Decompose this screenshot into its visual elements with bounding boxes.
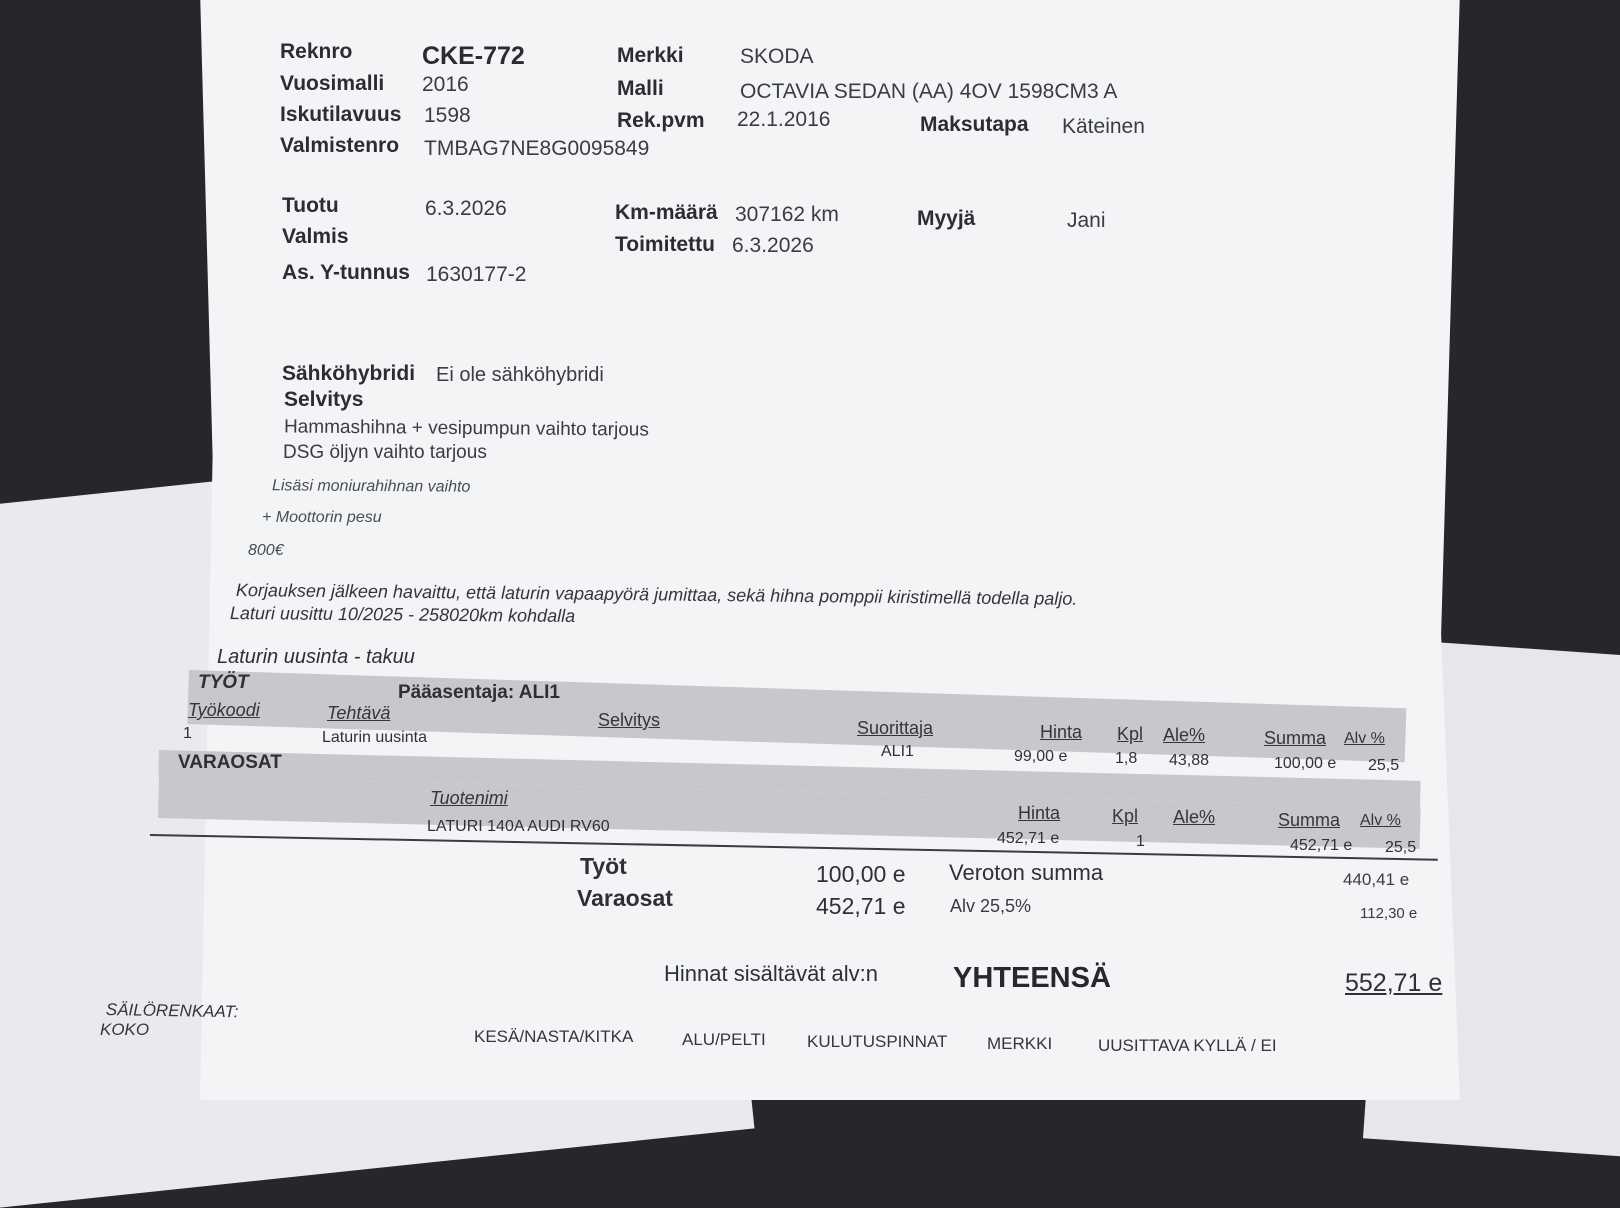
footer-brand: MERKKI (987, 1034, 1053, 1053)
totals-vat-label: Alv 25,5% (950, 896, 1032, 916)
works-mechanic: Pääasentaja: ALI1 (398, 682, 560, 703)
myyja-label: Myyjä (917, 207, 976, 230)
works-row-code: 1 (183, 725, 192, 742)
parts-row-sum: 452,71 e (1290, 837, 1353, 854)
invoice-paper (200, 0, 1460, 1100)
works-row-sum: 100,00 e (1274, 755, 1337, 772)
works-header-price: Hinta (1040, 722, 1083, 742)
totals-works-value: 100,00 e (816, 861, 906, 887)
myyja-value: Jani (1067, 209, 1106, 232)
parts-row-qty: 1 (1136, 833, 1145, 850)
parts-section-title: VARAOSAT (178, 752, 282, 773)
prices-incl-vat-label: Hinnat sisältävät alv:n (664, 961, 878, 986)
works-header-discount: Ale% (1163, 725, 1206, 745)
kmmaara-value: 307162 km (735, 203, 839, 226)
works-row-doer: ALI1 (881, 743, 914, 760)
valmistenro-label: Valmistenro (280, 134, 400, 157)
sahkohybridi-value: Ei ole sähköhybridi (436, 364, 604, 386)
works-row-price: 99,00 e (1014, 748, 1068, 765)
grand-total-value: 552,71 e (1345, 969, 1443, 997)
parts-row-name: LATURI 140A AUDI RV60 (427, 818, 610, 835)
footer-rim: ALU/PELTI (682, 1030, 766, 1049)
selvitys-line-2: DSG öljyn vaihto tarjous (283, 442, 487, 463)
toimitettu-value: 6.3.2026 (732, 234, 814, 257)
tuotu-label: Tuotu (282, 194, 339, 217)
selvitys-label: Selvitys (284, 388, 364, 411)
iskutilavuus-value: 1598 (424, 104, 471, 127)
parts-header-qty: Kpl (1112, 806, 1139, 826)
rekpvm-label: Rek.pvm (617, 109, 705, 132)
parts-header-name: Tuotenimi (430, 788, 508, 808)
works-header-explanation: Selvitys (598, 710, 661, 730)
totals-parts-label: Varaosat (577, 885, 673, 911)
works-row-discount: 43,88 (1169, 752, 1210, 769)
works-header-sum: Summa (1264, 728, 1327, 748)
ytunnus-label: As. Y-tunnus (282, 261, 410, 284)
works-header-task: Tehtävä (327, 703, 391, 723)
reknro-value: CKE-772 (422, 42, 525, 70)
parts-header-discount: Ale% (1173, 807, 1216, 827)
merkki-value: SKODA (740, 45, 814, 68)
footer-season: KESÄ/NASTA/KITKA (474, 1027, 634, 1046)
sahkohybridi-label: Sähköhybridi (282, 362, 416, 385)
totals-works-label: Työt (580, 853, 627, 879)
works-row-qty: 1,8 (1115, 750, 1138, 767)
job-title: Laturin uusinta - takuu (217, 646, 415, 668)
totals-vat-value: 112,30 e (1360, 905, 1418, 922)
tuotu-value: 6.3.2026 (425, 197, 507, 220)
works-header-code: Työkoodi (188, 700, 260, 720)
iskutilavuus-label: Iskutilavuus (280, 103, 402, 126)
handwritten-note-1: Lisäsi moniurahihnan vaihto (271, 477, 471, 496)
totals-parts-value: 452,71 e (816, 893, 906, 919)
malli-label: Malli (617, 77, 664, 100)
grand-total-label: YHTEENSÄ (953, 962, 1111, 994)
vuosimalli-value: 2016 (422, 73, 469, 96)
toimitettu-label: Toimitettu (615, 233, 715, 256)
works-header-doer: Suorittaja (857, 718, 934, 738)
handwritten-note-3: 800€ (248, 542, 284, 559)
valmistenro-value: TMBAG7NE8G0095849 (424, 137, 650, 160)
parts-header-price: Hinta (1018, 803, 1061, 823)
totals-net-label: Veroton summa (949, 860, 1104, 885)
rekpvm-value: 22.1.2016 (737, 108, 831, 131)
maksutapa-value: Käteinen (1062, 115, 1145, 138)
storage-tires-label: SÄILÖRENKAAT: (105, 1000, 239, 1022)
maksutapa-label: Maksutapa (920, 113, 1029, 136)
malli-value: OCTAVIA SEDAN (AA) 4OV 1598CM3 A (740, 80, 1118, 103)
works-row-vat: 25,5 (1368, 757, 1400, 774)
remark-line-2: Laturi uusittu 10/2025 - 258020km kohdalla (229, 603, 576, 627)
reknro-label: Reknro (280, 40, 353, 63)
parts-header-vat: Alv % (1360, 812, 1401, 829)
totals-net-value: 440,41 e (1343, 870, 1410, 889)
merkki-label: Merkki (617, 44, 684, 67)
parts-header-sum: Summa (1278, 810, 1341, 830)
works-row-task: Laturin uusinta (322, 729, 427, 746)
handwritten-note-2: + Moottorin pesu (262, 509, 382, 526)
remark-line-1: Korjauksen jälkeen havaittu, että laturin vapaapyörä jumittaa, sekä hihna pomppii kiristimellä todella paljo. (235, 580, 1078, 609)
kmmaara-label: Km-määrä (615, 201, 718, 224)
works-section-title: TYÖT (198, 672, 249, 693)
footer-tread: KULUTUSPINNAT (807, 1032, 948, 1051)
ytunnus-value: 1630177-2 (426, 263, 527, 286)
footer-renew: UUSITTAVA KYLLÄ / EI (1098, 1036, 1277, 1055)
works-header-vat: Alv % (1344, 730, 1385, 747)
works-header-qty: Kpl (1117, 724, 1144, 744)
parts-row-vat: 25,5 (1385, 839, 1417, 856)
parts-row-price: 452,71 e (997, 830, 1060, 847)
selvitys-line-1: Hammashihna + vesipumpun vaihto tarjous (283, 416, 649, 441)
vuosimalli-label: Vuosimalli (280, 72, 385, 95)
valmis-label: Valmis (282, 225, 349, 248)
tire-size-label: KOKO (100, 1020, 150, 1039)
